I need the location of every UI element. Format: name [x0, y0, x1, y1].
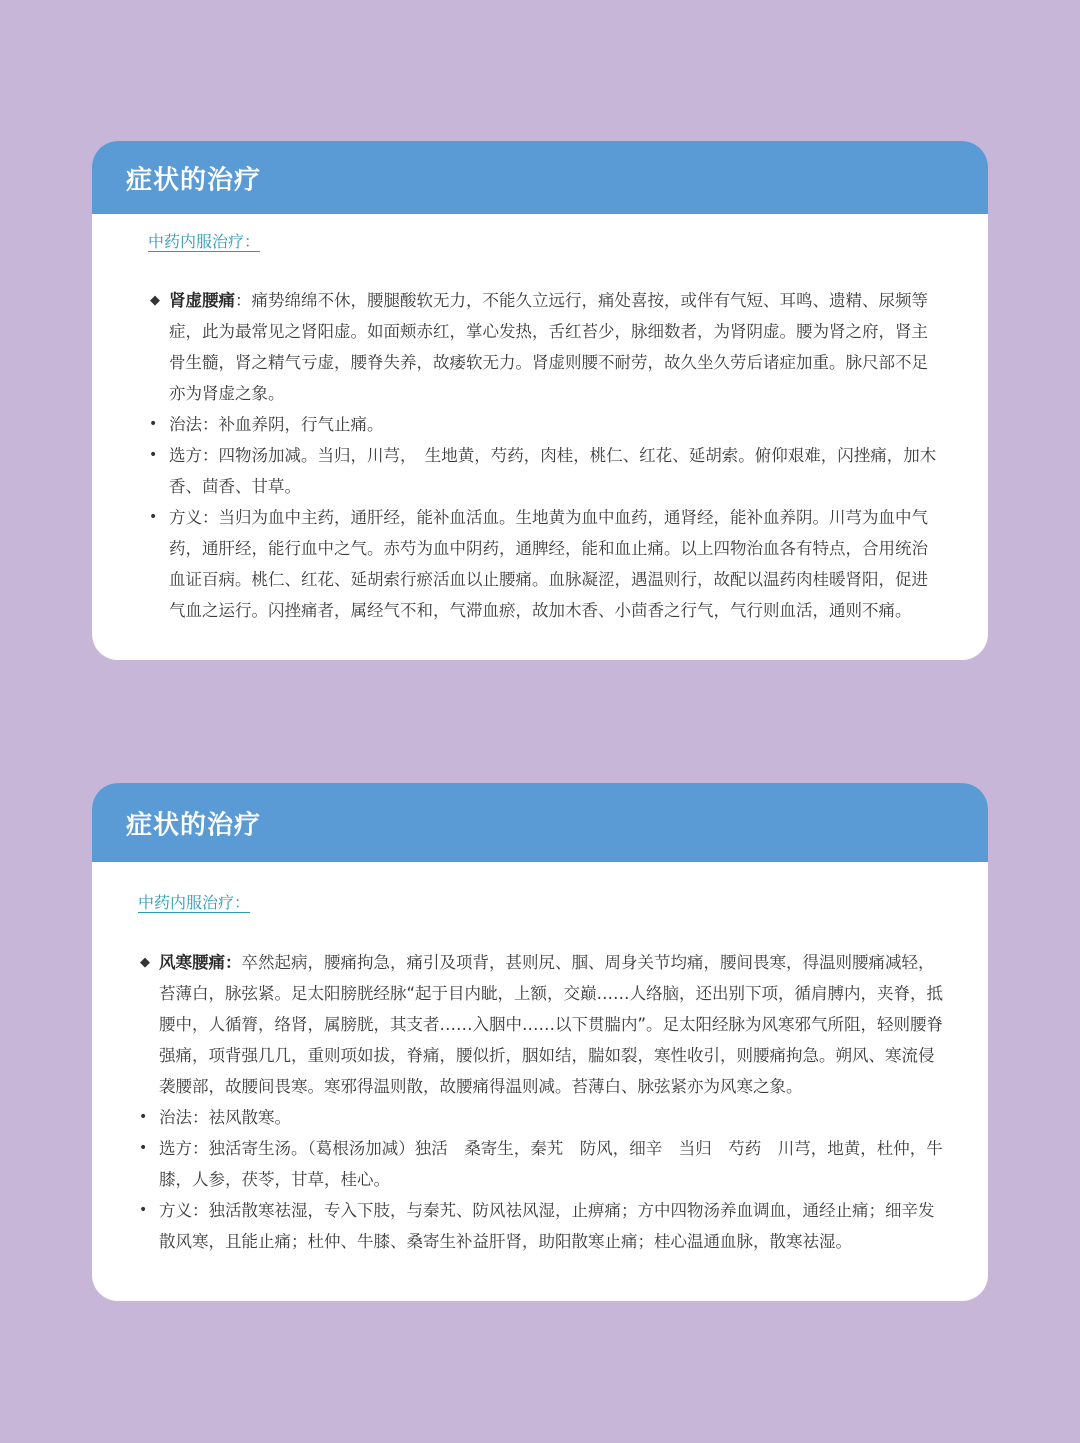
- treatment-card-wind-cold: [92, 783, 988, 1301]
- syndrome-description: 卒然起病，腰痛拘急，痛引及项背，甚则尻、腘、周身关节均痛，腰间畏寒，得温则腰痛减轻，苔薄白，脉弦紧。足太阳膀胱经脉“起于目内眦，上额，交巅……人络脑，还出别下项，循肩膊内，夹脊，抵腰中，人循膂，络肾，属膀胱，其支者……入胭中……以下贯腨内”。足太阳经脉为风寒邪气所阻，轻则腰脊强痛，项背强几几，重则项如拔，脊痛，腰似折，胭如结，腨如裂，寒性收引，则腰痛拘急。朔风、寒流侵袭腰部，故腰间畏寒。寒邪得温则散，故腰痛得温则减。苔薄白、脉弦紧亦为风寒之象。: [159, 953, 944, 1096]
- card-content: [138, 947, 944, 1257]
- list-item-text: 治法：祛风散寒。: [159, 1108, 291, 1127]
- list-item: [138, 1133, 944, 1195]
- bullet-icon: •: [139, 1140, 148, 1156]
- list-item: [148, 440, 944, 502]
- diamond-bullet-icon: ◆: [140, 955, 150, 970]
- syndrome-term: 肾虚腰痛: [169, 291, 235, 310]
- list-item: [148, 409, 944, 440]
- bullet-icon: •: [139, 1202, 148, 1218]
- list-item-text: 选方：独活寄生汤。（葛根汤加减）独活 桑寄生，秦艽 防风，细辛 当归 芍药 川芎，地黄，杜仲，牛膝，人参，茯苓，甘草，桂心。: [159, 1139, 943, 1189]
- card-title: 症状的治疗: [126, 810, 262, 840]
- diamond-bullet-icon: ◆: [150, 293, 160, 308]
- list-item: [138, 1102, 944, 1133]
- section-subheading: 中药内服治疗：: [148, 232, 261, 251]
- syndrome-description: ：痛势绵绵不休，腰腿酸软无力，不能久立远行，痛处喜按，或伴有气短、耳鸣、遗精、尿频等症，此为最常见之肾阳虚。如面颊赤红，掌心发热，舌红苔少，脉细数者，为肾阴虚。腰为肾之府，肾主骨生髓，肾之精气亏虚，腰脊失养，故痿软无力。肾虚则腰不耐劳，故久坐久劳后诸症加重。脉尺部不足亦为肾虚之象。: [169, 291, 928, 403]
- bullet-icon: •: [149, 416, 158, 432]
- list-item-text: 方义：独活散寒祛湿，专入下肢，与秦艽、防风祛风湿，止痹痛；方中四物汤养血调血，通经止痛；细辛发散风寒，且能止痛；杜仲、牛膝、桑寄生补益肝肾，助阳散寒止痛；桂心温通血脉，散寒祛湿。: [159, 1201, 935, 1251]
- list-item-text: 治法：补血养阴，行气止痛。: [169, 415, 384, 434]
- section-subheading: 中药内服治疗：: [138, 893, 251, 912]
- list-item: [148, 502, 944, 626]
- list-item: [138, 1195, 944, 1257]
- lead-item: [148, 285, 944, 409]
- card-content: [148, 285, 944, 626]
- bullet-icon: •: [149, 509, 158, 525]
- syndrome-term: 风寒腰痛：: [159, 953, 242, 972]
- list-item-text: 选方：四物汤加减。当归，川芎， 生地黄，芍药，肉桂，桃仁、红花、延胡索。俯仰艰难，闪挫痛，加木香、茴香、甘草。: [169, 446, 937, 496]
- card-header: [92, 141, 988, 214]
- bullet-icon: •: [149, 447, 158, 463]
- list-item-text: 方义：当归为血中主药，通肝经，能补血活血。生地黄为血中血药，通肾经，能补血养阴。川芎为血中气药，通肝经，能行血中之气。赤芍为血中阴药，通脾经，能和血止痛。以上四物治血各有特点，合用统治血证百病。桃仁、红花、延胡索行瘀活血以止腰痛。血脉凝涩，遇温则行，故配以温药肉桂暖肾阳，促进气血之运行。闪挫痛者，属经气不和，气滞血瘀，故加木香、小茴香之行气，气行则血活，通则不痛。: [169, 508, 928, 620]
- card-title: 症状的治疗: [126, 165, 262, 195]
- bullet-icon: •: [139, 1109, 148, 1125]
- treatment-card-kidney-deficiency: [92, 141, 988, 660]
- lead-item: [138, 947, 944, 1102]
- card-header: [92, 783, 988, 862]
